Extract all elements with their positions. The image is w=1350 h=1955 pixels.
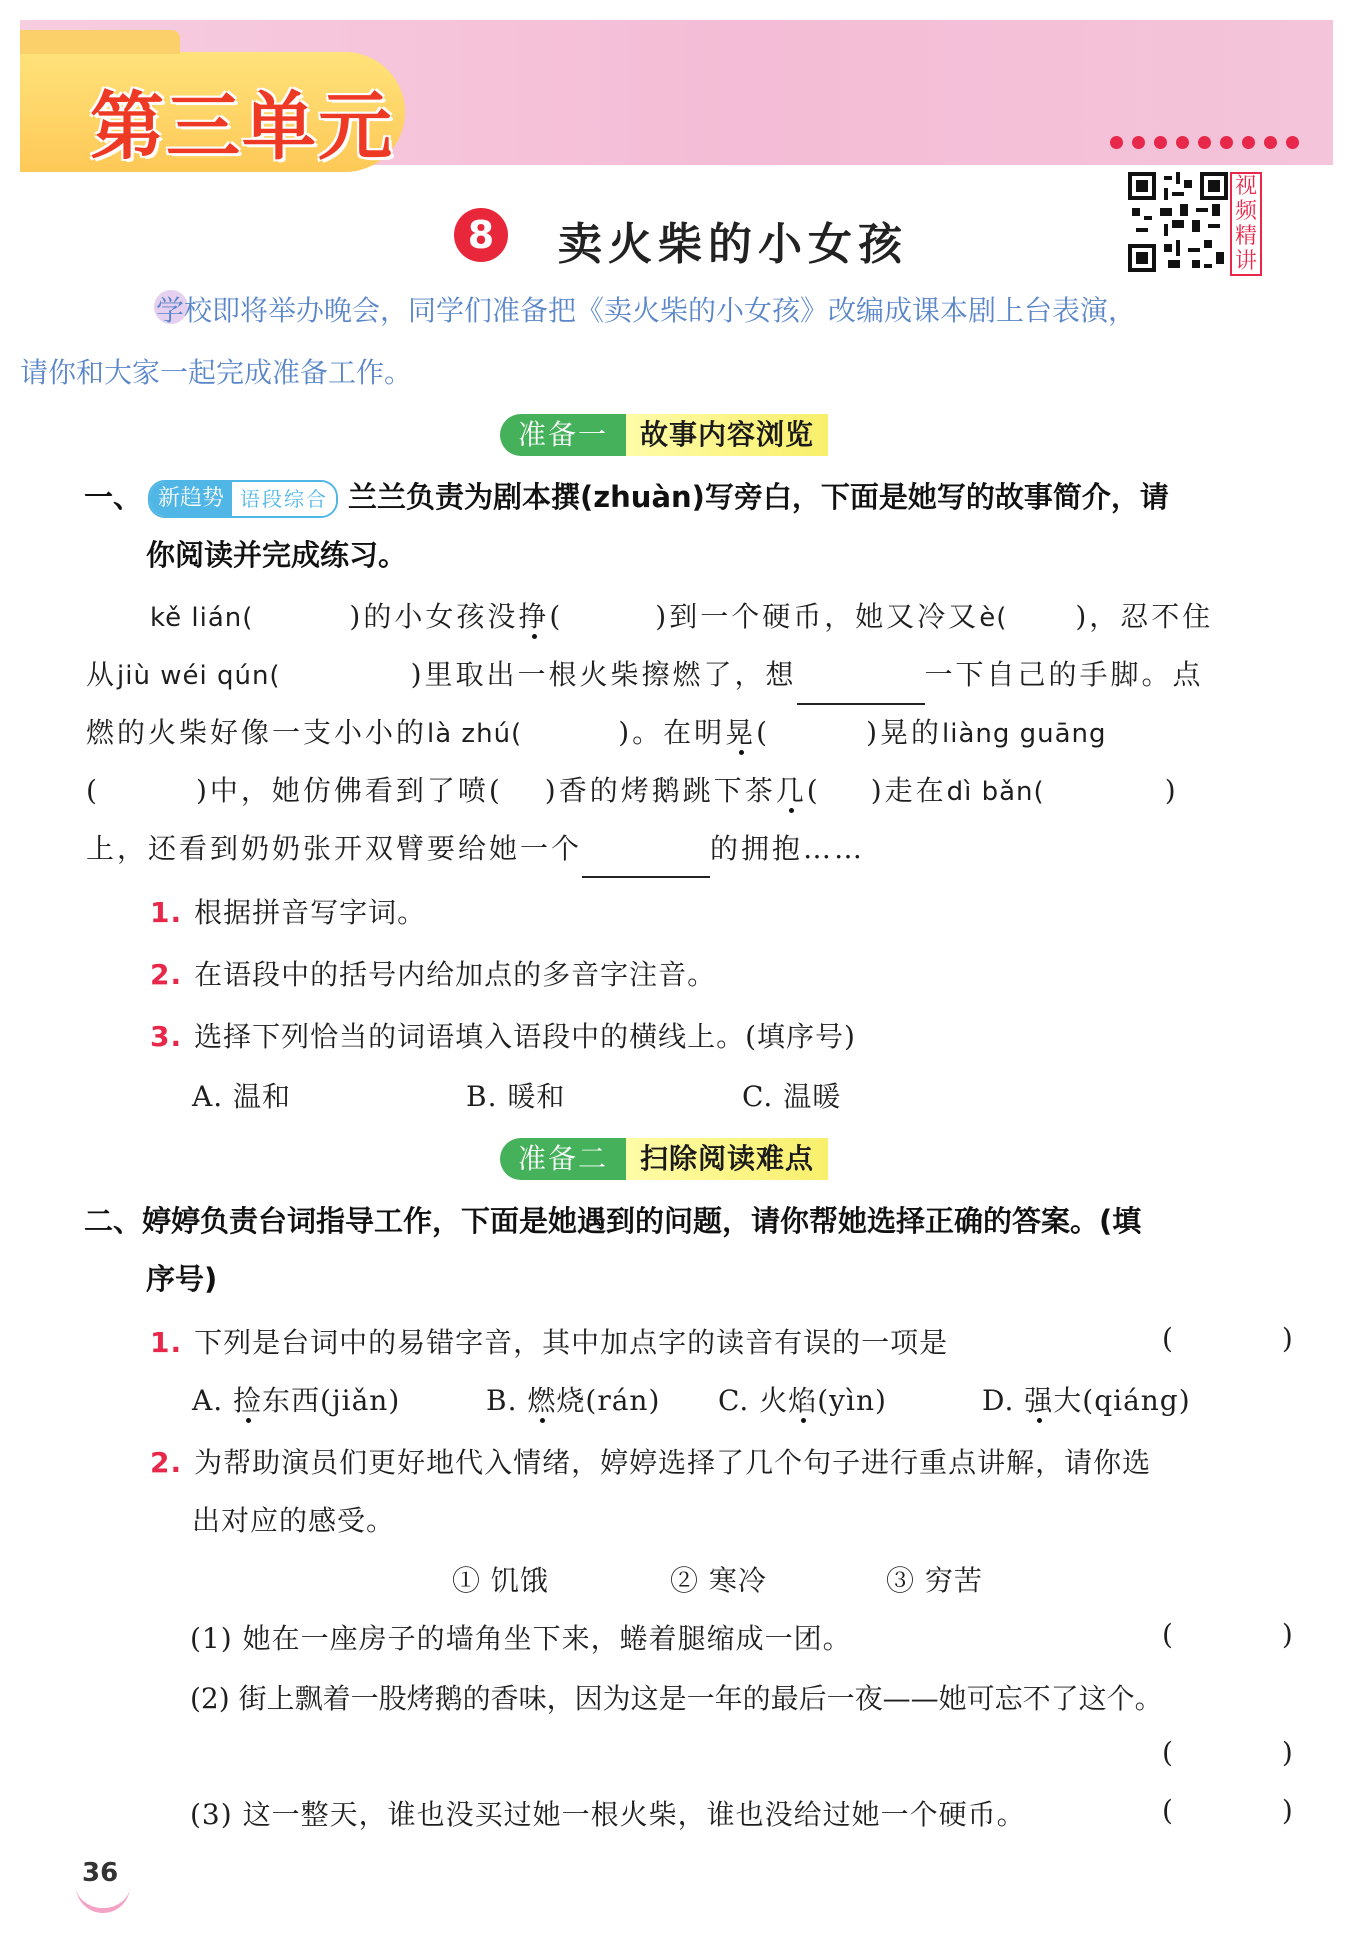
- question-2-heading-cont: 序号): [146, 1262, 218, 1296]
- q2-sub1-option-d[interactable]: D. 强大(qiáng): [982, 1384, 1191, 1417]
- prep-heading-2: 准备二 扫除阅读难点: [500, 1138, 828, 1180]
- sentence-3: (3) 这一整天，谁也没买过她一根火柴，谁也没给过她一个硬币。: [190, 1798, 1026, 1831]
- fill-blank-2[interactable]: [582, 836, 710, 878]
- q2-sub1-option-b[interactable]: B. 燃烧(rán): [486, 1384, 661, 1417]
- question-1-heading: 一、 新趋势 语段综合 兰兰负责为剧本撰(zhuàn)写旁白，下面是她写的故事简介，请: [84, 468, 1169, 526]
- q1-option-b[interactable]: B. 暖和: [466, 1080, 566, 1113]
- q1-item-2: 2. 在语段中的括号内给加点的多音字注音。: [150, 958, 717, 991]
- q1-item-3: 3. 选择下列恰当的词语填入语段中的横线上。(填序号): [150, 1020, 856, 1053]
- decorative-dots: [1110, 136, 1299, 149]
- feeling-choice-3[interactable]: ③ 穷苦: [886, 1564, 983, 1597]
- question-1-heading-cont: 你阅读并完成练习。: [146, 538, 408, 572]
- answer-paren-4[interactable]: ( ): [1162, 1794, 1343, 1827]
- q1-option-c[interactable]: C. 温暖: [742, 1080, 842, 1113]
- q2-sub1-option-a[interactable]: A. 捡东西(jiǎn): [192, 1384, 401, 1417]
- passage-line-5: 上，还看到奶奶张开双臂要给她一个 的拥抱……: [86, 820, 865, 878]
- prep-heading-1: 准备一 故事内容浏览: [500, 414, 828, 456]
- answer-paren-3[interactable]: ( ): [1162, 1736, 1343, 1769]
- passage-line-2: 从jiù wéi qún( )里取出一根火柴擦燃了，想 一下自己的手脚。点: [86, 646, 1204, 705]
- answer-paren-1[interactable]: ( ): [1162, 1322, 1343, 1355]
- passage-line-3: 燃的火柴好像一支小小的là zhú( )。在明晃( )晃的liàng guāng: [86, 716, 1107, 749]
- answer-paren-2[interactable]: ( ): [1162, 1618, 1343, 1651]
- q1-option-a[interactable]: A. 温和: [192, 1080, 292, 1113]
- sentence-2: (2) 街上飘着一股烤鹅的香味，因为这是一年的最后一夜——她可忘不了这个。: [190, 1682, 1163, 1715]
- sentence-1: (1) 她在一座房子的墙角坐下来，蜷着腿缩成一团。: [190, 1622, 852, 1655]
- passage-line-4: ( )中，她仿佛看到了喷( )香的烤鹅跳下茶几( )走在dì bǎn( ): [86, 774, 1179, 807]
- intro-paragraph: 学校即将举办晚会，同学们准备把《卖火柴的小女孩》改编成课本剧上台表演， 请你和大家一起完成准备工作。: [20, 294, 1137, 389]
- feeling-choice-2[interactable]: ② 寒冷: [670, 1564, 767, 1597]
- unit-title: 第三单元: [90, 84, 394, 170]
- qr-code-icon[interactable]: [1128, 172, 1228, 272]
- q2-sub-2: 2. 为帮助演员们更好地代入情绪，婷婷选择了几个句子进行重点讲解，请你选: [150, 1446, 1152, 1479]
- trend-badge: 新趋势 语段综合: [148, 480, 338, 518]
- q2-sub1-option-c[interactable]: C. 火焰(yìn): [718, 1384, 887, 1417]
- passage-line-1: kě lián( )的小女孩没挣( )到一个硬币，她又冷又è( )，忍不住: [150, 600, 1214, 633]
- video-label: 视 频 精 讲: [1230, 172, 1262, 276]
- page-number: 36: [82, 1858, 119, 1888]
- lesson-number: 8: [454, 208, 508, 262]
- fill-blank-1[interactable]: [797, 663, 925, 705]
- question-2-heading: 二、婷婷负责台词指导工作，下面是她遇到的问题，请你帮她选择正确的答案。(填: [84, 1204, 1142, 1238]
- q2-sub-2-cont: 出对应的感受。: [192, 1504, 396, 1537]
- feeling-choice-1[interactable]: ① 饥饿: [452, 1564, 549, 1597]
- lesson-title: 卖火柴的小女孩: [558, 219, 908, 270]
- q1-item-1: 1. 根据拼音写字词。: [150, 896, 427, 929]
- q2-sub-1: 1. 下列是台词中的易错字音，其中加点字的读音有误的一项是: [150, 1326, 949, 1359]
